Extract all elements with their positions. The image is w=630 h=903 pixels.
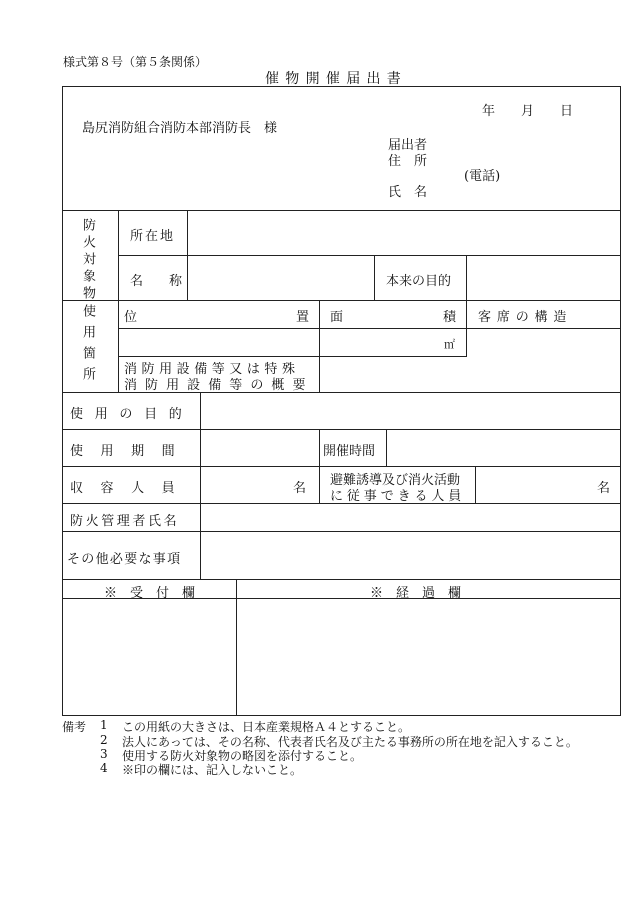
divider — [374, 255, 375, 300]
area-label-b: 積 — [443, 310, 457, 325]
location-label: 所在地 — [130, 229, 176, 244]
reception-area — [63, 600, 235, 715]
purpose-of-use-input[interactable] — [201, 394, 620, 428]
progress-area — [237, 600, 620, 715]
divider — [62, 579, 621, 580]
period-of-use-input[interactable] — [201, 431, 318, 465]
divider — [118, 255, 621, 256]
note-text: ※印の欄には、記入しないこと。 — [122, 763, 303, 777]
addressee: 島尻消防組合消防本部消防長 様 — [82, 121, 278, 136]
position-label-b: 置 — [296, 310, 310, 325]
form-title: 催物開催届出書 — [265, 71, 408, 87]
divider — [118, 356, 467, 357]
original-purpose-label: 本来の目的 — [386, 274, 452, 289]
target-name-input[interactable] — [188, 257, 373, 299]
equipment-label-line2: 消防用設備等の概要 — [124, 378, 314, 393]
event-time-label: 開催時間 — [323, 444, 376, 459]
original-purpose-input[interactable] — [467, 257, 620, 299]
note-text: 使用する防火対象物の略図を添付すること。 — [122, 749, 363, 763]
event-time-input[interactable] — [387, 431, 620, 465]
capacity-unit: 名 — [293, 481, 307, 496]
fire-target-group-label: 防火対象物 — [80, 218, 95, 303]
reception-label: ※ 受 付 欄 — [104, 586, 196, 601]
divider — [62, 466, 621, 467]
address-label: 住 所 — [388, 154, 428, 169]
seat-structure-label: 客席の構造 — [478, 310, 573, 325]
phone-label: (電話) — [464, 169, 501, 184]
note-number: 3 — [100, 747, 108, 761]
divider — [118, 210, 119, 392]
form-number: 様式第８号（第５条関係） — [63, 55, 208, 69]
capacity-label: 収容人員 — [70, 481, 193, 496]
divider — [62, 429, 621, 430]
divider — [319, 429, 320, 503]
seat-structure-input[interactable] — [467, 330, 620, 355]
divider — [62, 300, 621, 301]
evacuation-label-line1: 避難誘導及び消火活動 — [330, 473, 461, 488]
location-input[interactable] — [188, 212, 620, 254]
fire-manager-label: 防火管理者氏名 — [70, 514, 180, 529]
area-label-a: 面 — [330, 310, 344, 325]
name-label: 氏 名 — [388, 185, 428, 200]
notifier-label: 届出者 — [388, 138, 428, 153]
area-input[interactable] — [320, 330, 440, 355]
other-matters-input[interactable] — [201, 533, 620, 578]
fire-manager-input[interactable] — [201, 505, 620, 530]
position-label-a: 位 — [124, 310, 138, 325]
note-text: 法人にあっては、その名称、代表者氏名及び主たる事務所の所在地を記入すること。 — [122, 735, 578, 749]
other-matters-label: その他必要な事項 — [67, 552, 182, 567]
name-of-target-label: 名 称 — [130, 274, 183, 289]
date-field[interactable]: 年 月 日 — [482, 104, 574, 119]
note-number: 2 — [100, 733, 108, 747]
evacuation-label-line2: に従事できる人員 — [330, 489, 466, 504]
progress-label: ※ 経 過 欄 — [370, 586, 462, 601]
position-input[interactable] — [119, 330, 318, 355]
area-unit: ㎡ — [444, 338, 455, 351]
period-of-use-label: 使用期間 — [70, 444, 193, 459]
notes-heading: 備考 — [62, 720, 87, 734]
divider — [62, 531, 621, 532]
note-number: 1 — [100, 718, 108, 732]
equipment-input[interactable] — [320, 358, 620, 391]
note-text: この用紙の大きさは、日本産業規格Ａ４とすること。 — [122, 720, 411, 734]
equipment-label-line1: 消防用設備等又は特殊 — [124, 362, 300, 377]
evacuation-unit: 名 — [597, 481, 611, 496]
purpose-of-use-label: 使用の目的 — [70, 407, 194, 422]
divider — [118, 328, 621, 329]
note-number: 4 — [100, 761, 108, 775]
usage-area-group-label: 使用箇所 — [80, 304, 95, 388]
divider — [62, 210, 621, 211]
